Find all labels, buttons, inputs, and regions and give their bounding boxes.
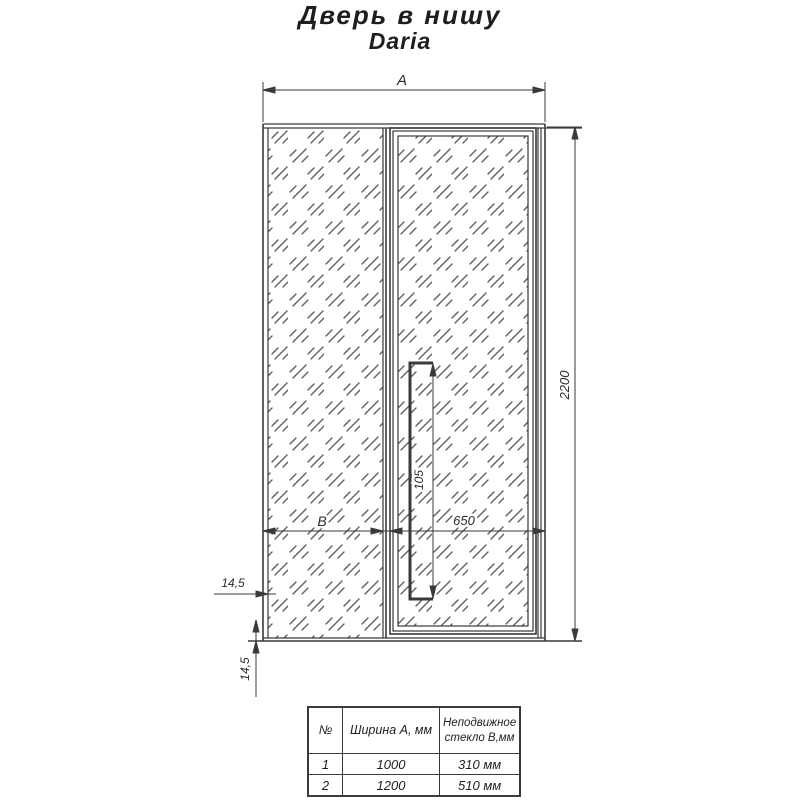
col-width-header: Ширина А, мм xyxy=(343,707,440,754)
wall-profile-left xyxy=(263,124,268,641)
page-subtitle: Daria xyxy=(368,28,432,55)
dim-width-label: A xyxy=(396,72,408,89)
dim-fixed-glass-label: B xyxy=(317,513,327,529)
spec-table xyxy=(307,706,521,797)
fixed-glass-panel xyxy=(268,128,383,638)
dim-bottom-profile-label: 14,5 xyxy=(238,657,252,681)
sliding-door-glass xyxy=(398,136,528,626)
table-row xyxy=(308,775,520,797)
wall-profile-right xyxy=(538,124,545,641)
dim-side-profile-label: 14,5 xyxy=(221,576,245,590)
col-number-header: № xyxy=(308,707,343,754)
dim-door-panel-label: 650 xyxy=(453,513,475,528)
dim-handle-label: 105 xyxy=(412,469,426,491)
divider-profile xyxy=(383,128,386,638)
row-glass-cell: 310 мм xyxy=(440,754,521,775)
row-number-cell: 1 xyxy=(308,754,343,775)
row-glass-cell: 510 мм xyxy=(440,775,521,797)
row-width-cell: 1000 xyxy=(343,754,440,775)
row-number-cell: 2 xyxy=(308,775,343,797)
page-title: Дверь в нишу xyxy=(298,0,502,30)
dim-bottom-profile xyxy=(253,620,259,697)
col-glass-header: Неподвижное стекло В,мм xyxy=(440,707,521,754)
dim-side-profile xyxy=(214,591,276,597)
spec-table-header xyxy=(308,707,520,754)
row-width-cell: 1200 xyxy=(343,775,440,797)
dim-height-label: 2200 xyxy=(557,370,572,400)
table-row xyxy=(308,754,520,775)
